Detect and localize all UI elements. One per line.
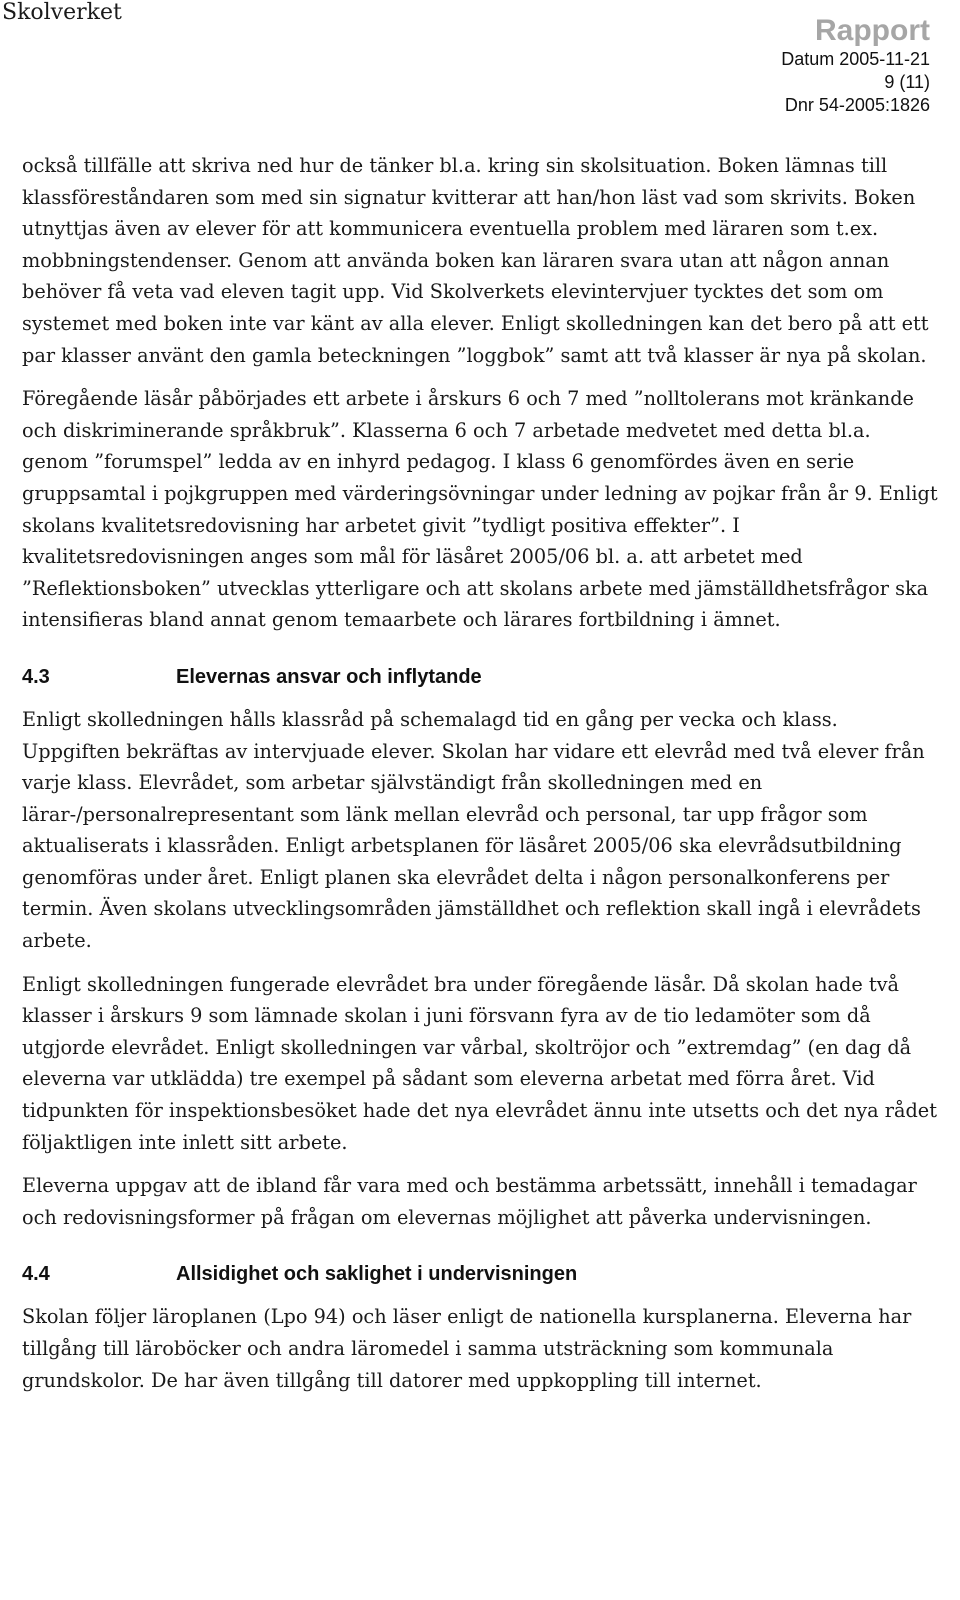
section-number: 4.3	[22, 665, 50, 688]
paragraph: också tillfälle att skriva ned hur de tänker bl.a. kring sin skolsituation. Boken lämnas till klassföreståndaren som med sin signatur kvitterar att han/hon läst vad som skrivits. Boken utnyttjas även av elever för att kommunicera eventuella problem med läraren som t.ex. mobbningstendenser. Genom att använda boken kan läraren svara utan att någon annan behöver få veta vad eleven tagit upp. Vid Skolverkets elevintervjuer tycktes det som om systemet med boken inte var känt av alla elever. Enligt skolledningen kan det bero på att ett par klasser använt den gamla beteckningen ”loggbok” samt att två klasser är nya på skolan.	[22, 154, 929, 367]
section-title: Allsidighet och saklighet i undervisningen	[176, 1263, 578, 1286]
page-number: 9 (11)	[884, 72, 930, 92]
paragraph: Föregående läsår påbörjades ett arbete i årskurs 6 och 7 med ”nolltolerans mot kränkande och diskriminerande språkbruk”. Klasserna 6 och 7 arbetade medvetet med detta bl.a. genom ”forumspel” ledda av en inhyrd pedagog. I klass 6 genomfördes även en serie gruppsamtal i pojkgruppen med värderingsövningar under ledning av pojkar från år 9. Enligt skolans kvalitetsredovisning har arbetet givit ”tydligt positiva effekter”. I kvalitetsredovisningen anges som mål för läsåret 2005/06 bl. a. att arbetet med ”Reflektionsboken” utvecklas ytterligare och att skolans arbete med jämställdhetsfrågor ska intensifieras bland annat genom temaarbete och lärares fortbildning i ämnet.	[22, 387, 938, 632]
document-reference: Dnr 54-2005:1826	[784, 95, 930, 115]
section-number: 4.4	[22, 1263, 50, 1286]
document-type: Rapport	[815, 14, 930, 47]
paragraph: Enligt skolledningen hålls klassråd på schemalagd tid en gång per vecka och klass. Uppgiften bekräftas av intervjuade elever. Skolan har vidare ett elevråd med två elever från varje klass. Elevrådet, som arbetar självständigt från skolledningen med en lärar-/personalrepresentant som länk mellan elevråd och personal, tar upp frågor som aktualiserats i klassråden. Enligt arbetsplanen för läsåret 2005/06 ska elevrådsutbildning genomföras under året. Enligt planen ska elevrådet delta i någon personalkonferens per termin. Även skolans utvecklingsområden jämställdhet och reflektion skall ingå i elevrådets arbete.	[22, 707, 925, 953]
document-body	[22, 150, 942, 1408]
document-header	[781, 14, 930, 117]
paragraph: Eleverna uppgav att de ibland får vara med och bestämma arbetssätt, innehåll i temadagar och redovisningsformer på frågan om elevernas möjlighet att påverka undervisningen.	[22, 1174, 917, 1229]
section-title: Elevernas ansvar och inflytande	[176, 665, 482, 688]
paragraph: Skolan följer läroplanen (Lpo 94) och läser enligt de nationella kursplanerna. Eleverna har tillgång till läroböcker och andra läromedel i samma utsträckning som kommunala grundskolor. De har även tillgång till datorer med uppkoppling till internet.	[22, 1305, 912, 1392]
organization-name: Skolverket	[2, 0, 122, 25]
paragraph: Enligt skolledningen fungerade elevrådet bra under föregående läsår. Då skolan hade två klasser i årskurs 9 som lämnade skolan i juni försvann fyra av de tio ledamöter som då utgjorde elevrådet. Enligt skolledningen var vårbal, skoltröjor och ”extremdag” (en dag då eleverna var utklädda) tre exempel på sådant som eleverna arbetat med förra året. Vid tidpunkten för inspektionsbesöket hade det nya elevrådet ännu inte utsetts och det nya rådet följaktligen inte inlett sitt arbete.	[22, 972, 937, 1154]
document-date: Datum 2005-11-21	[781, 49, 930, 69]
section-heading	[22, 664, 942, 690]
section-heading	[22, 1261, 942, 1287]
